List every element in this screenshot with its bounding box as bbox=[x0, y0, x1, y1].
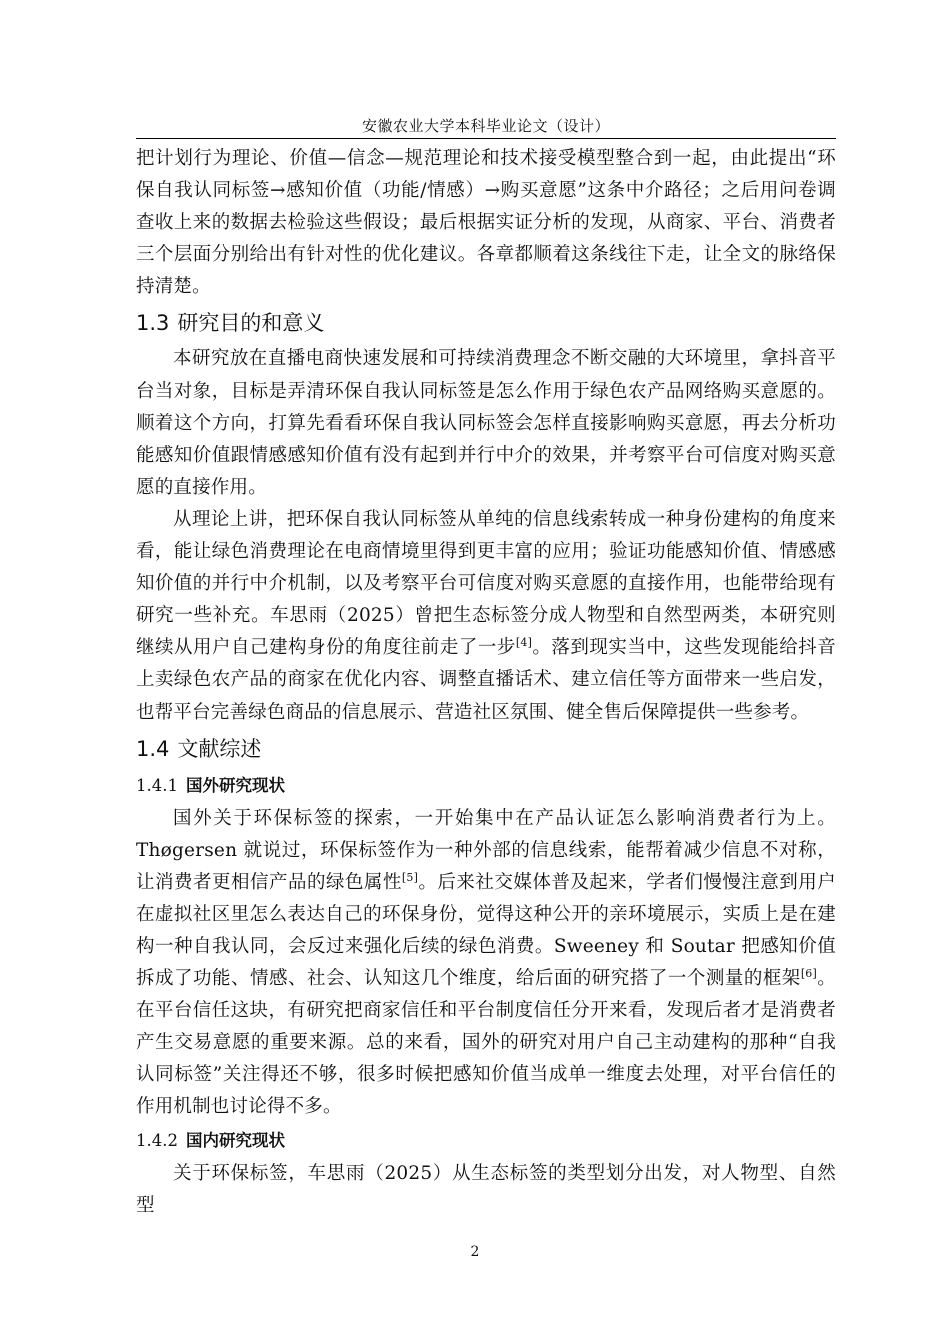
paragraph-text: 国外关于环保标签的探索，一开始集中在产品认证怎么影响消费者行为上。Thøgersen 就说过，环保标签作为一种外部的信息线索，能帮着减少信息不对称，让消费者更相信产品的绿色属性 bbox=[136, 807, 836, 893]
section-title: 文献综述 bbox=[177, 736, 262, 761]
citation-marker: [5] bbox=[401, 870, 419, 884]
citation-marker: [6] bbox=[800, 967, 817, 981]
header-rule bbox=[136, 138, 836, 139]
section-number: 1.4 bbox=[136, 736, 170, 761]
paragraph-text: 。后来社交媒体普及起来，学者们慢慢注意到用户在虚拟社区里怎么表达自己的环保身份，觉得这种公开的亲环境展示，实质上是在建构一种自我认同，会反过来强化后续的绿色消费。Sweeney 和 Soutar 把感知价值拆成了功能、情感、社会、认知这几个维度，给后面的研究搭了一个测量的框架 bbox=[136, 871, 836, 990]
paragraph-text: 本研究放在直播电商快速发展和可持续消费理念不断交融的大环境里，拿抖音平台当对象，目标是弄清环保自我认同标签是怎么作用于绿色农产品网络购买意愿的。顺着这个方向，打算先看看环保自我认同标签会怎样直接影响购买意愿，再去分析功能感知价值跟情感感知价值有没有起到并行中介的效果，并考察平台可信度对购买意愿的直接作用。 bbox=[136, 348, 836, 498]
paragraph-text: 从理论上讲，把环保自我认同标签从单纯的信息线索转成一种身份建构的角度来看，能让绿色消费理论在电商情境里得到更丰富的应用；验证功能感知价值、情感感知价值的并行中介机制，以及考察平台可信度对购买意愿的直接作用，也能带给现有研究一些补充。车思雨（2025）曾把生态标签分成人物型和自然型两类，本研究则继续从用户自己建构身份的角度往前走了一步 bbox=[136, 508, 836, 659]
paragraph-research-significance bbox=[136, 504, 836, 729]
subsection-title: 国内研究现状 bbox=[185, 1130, 285, 1150]
running-header: 安徽农业大学本科毕业论文（设计） bbox=[361, 117, 610, 135]
section-heading-1-3 bbox=[136, 303, 836, 343]
subsection-heading-1-4-1 bbox=[136, 769, 836, 803]
page-number: 2 bbox=[470, 1244, 480, 1260]
section-title: 研究目的和意义 bbox=[177, 311, 325, 336]
section-heading-1-4 bbox=[136, 729, 836, 769]
paragraph-text: 把计划行为理论、价值—信念—规范理论和技术接受模型整合到一起，由此提出“环保自我认同标签→感知价值（功能/情感）→购买意愿”这条中介路径；之后用问卷调查收上来的数据去检验这些假设；最后根据实证分析的发现，从商家、平台、消费者三个层面分别给出有针对性的优化建议。各章都顺着这条线往下走，让全文的脉络保持清楚。 bbox=[136, 148, 836, 298]
paragraph-text: 关于环保标签，车思雨（2025）从生态标签的类型划分出发，对人物型、自然型 bbox=[136, 1162, 836, 1216]
paragraph-domestic-research bbox=[136, 1158, 836, 1222]
paragraph-research-aim bbox=[136, 343, 836, 503]
subsection-title: 国外研究现状 bbox=[185, 775, 285, 795]
paragraph-text: 。落到现实当中，这些发现能给抖音上卖绿色农产品的商家在优化内容、调整直播话术、建立信任等方面带来一些启发，也帮平台完善绿色商品的信息展示、营造社区氛围、健全售后保障提供一些参考。 bbox=[136, 637, 836, 723]
paragraph-continuation bbox=[136, 143, 836, 303]
page-body bbox=[136, 143, 836, 1222]
citation-marker: [4] bbox=[515, 636, 533, 650]
paragraph-text: 。在平台信任这块，有研究把商家信任和平台制度信任分开来看，发现后者才是消费者产生交易意愿的重要来源。总的来看，国外的研究对用户自己主动建构的那种“自我认同标签”关注得还不够，很多时候把感知价值当成单一维度去处理，对平台信任的作用机制也讨论得不多。 bbox=[136, 968, 836, 1118]
subsection-number: 1.4.1 bbox=[136, 775, 178, 795]
subsection-heading-1-4-2 bbox=[136, 1124, 836, 1158]
paragraph-foreign-research bbox=[136, 803, 836, 1124]
section-number: 1.3 bbox=[136, 311, 170, 336]
subsection-number: 1.4.2 bbox=[136, 1130, 178, 1150]
